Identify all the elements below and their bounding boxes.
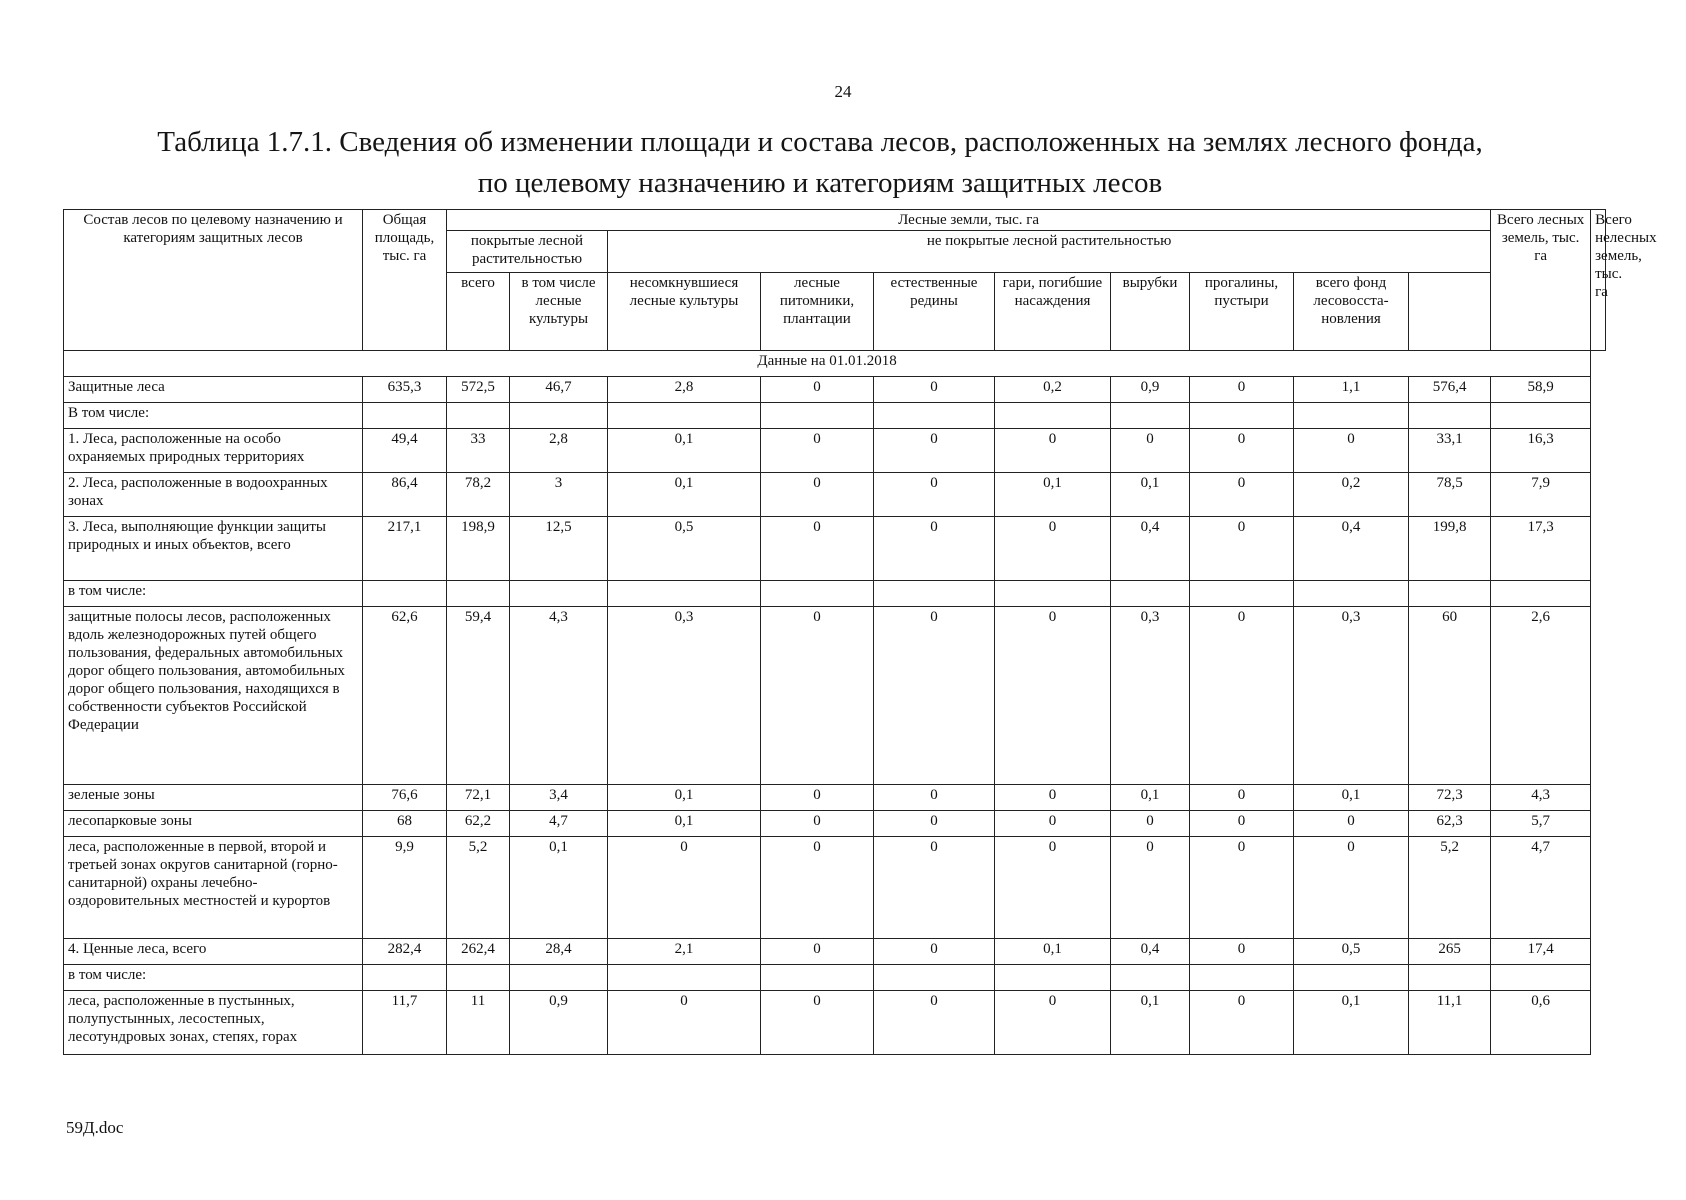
cell-value: 0,4 — [1294, 517, 1409, 581]
table-row — [64, 837, 1606, 939]
cell-value: 0 — [874, 429, 995, 473]
cell-value: 0,4 — [1111, 517, 1190, 581]
cell-value: 0 — [1190, 517, 1294, 581]
table-row — [64, 939, 1606, 965]
table-row — [64, 785, 1606, 811]
cell-value: 62,6 — [363, 607, 447, 785]
cell-value: 0 — [761, 377, 874, 403]
cell-value: 0,4 — [1111, 939, 1190, 965]
cell-value: 0 — [761, 991, 874, 1055]
cell-value — [1111, 581, 1190, 607]
cell-value: 0 — [995, 837, 1111, 939]
cell-value: 0 — [995, 607, 1111, 785]
cell-value: 1,1 — [1294, 377, 1409, 403]
cell-value: 0 — [1190, 837, 1294, 939]
cell-value: 0,3 — [1111, 607, 1190, 785]
cell-value: 0 — [761, 939, 874, 965]
cell-value: 60 — [1409, 607, 1491, 785]
cell-value: 0 — [761, 473, 874, 517]
cell-value: 635,3 — [363, 377, 447, 403]
cell-value: 0,2 — [1294, 473, 1409, 517]
cell-value: 0 — [874, 473, 995, 517]
cell-value — [1190, 403, 1294, 429]
cell-value: 0,5 — [1294, 939, 1409, 965]
cell-value: 4,3 — [510, 607, 608, 785]
cell-value: 282,4 — [363, 939, 447, 965]
cell-value: 0 — [1111, 811, 1190, 837]
cell-value: 0,6 — [1491, 991, 1591, 1055]
cell-value: 0 — [761, 429, 874, 473]
cell-value: 72,3 — [1409, 785, 1491, 811]
header-unclosed-cultures: несомкнувшиеся лесные культуры — [608, 273, 761, 351]
cell-value — [608, 581, 761, 607]
cell-value: 0 — [1190, 429, 1294, 473]
cell-value: 72,1 — [447, 785, 510, 811]
cell-value: 0 — [1190, 377, 1294, 403]
cell-value: 0 — [874, 837, 995, 939]
cell-value: 11 — [447, 991, 510, 1055]
cell-value — [761, 581, 874, 607]
cell-value: 17,4 — [1491, 939, 1591, 965]
cell-value: 0,1 — [608, 811, 761, 837]
header-total-nonforest: Всего нелесных земель, тыс. га — [1591, 210, 1606, 351]
cell-value: 49,4 — [363, 429, 447, 473]
header-glades: прогалины, пустыри — [1190, 273, 1294, 351]
cell-value: 17,3 — [1491, 517, 1591, 581]
cell-value: 0 — [761, 811, 874, 837]
cell-value: 33 — [447, 429, 510, 473]
header-composition: Состав лесов по целевому назначению и категориям защитных лесов — [64, 210, 363, 351]
cell-value: 2,6 — [1491, 607, 1591, 785]
cell-value — [1111, 403, 1190, 429]
table-row — [64, 581, 1606, 607]
header-covered: покрытые лесной растительностью — [447, 231, 608, 273]
row-label: лесопарковые зоны — [64, 811, 363, 837]
cell-value: 198,9 — [447, 517, 510, 581]
cell-value: 58,9 — [1491, 377, 1591, 403]
table-row — [64, 429, 1606, 473]
table-body — [64, 351, 1606, 1055]
cell-value: 0 — [1294, 811, 1409, 837]
cell-value: 0,5 — [608, 517, 761, 581]
row-label: Защитные леса — [64, 377, 363, 403]
cell-value — [761, 403, 874, 429]
file-name: 59Д.doc — [66, 1118, 124, 1137]
cell-value: 2,8 — [510, 429, 608, 473]
cell-value — [608, 403, 761, 429]
cell-value: 76,6 — [363, 785, 447, 811]
title-line-2: по целевому назначению и категориям защитных лесов — [477, 167, 1163, 199]
cell-value: 0,2 — [995, 377, 1111, 403]
row-label: в том числе: — [64, 581, 363, 607]
table-row — [64, 991, 1606, 1055]
cell-value — [995, 403, 1111, 429]
cell-value — [608, 965, 761, 991]
cell-value — [1491, 965, 1591, 991]
cell-value: 3 — [510, 473, 608, 517]
cell-value: 4,7 — [510, 811, 608, 837]
cell-value — [1409, 403, 1491, 429]
cell-value: 7,9 — [1491, 473, 1591, 517]
table-row — [64, 403, 1606, 429]
table-title — [60, 122, 1580, 204]
cell-value: 68 — [363, 811, 447, 837]
cell-value: 0 — [1111, 837, 1190, 939]
cell-value — [510, 581, 608, 607]
cell-value: 4,7 — [1491, 837, 1591, 939]
cell-value: 0,1 — [510, 837, 608, 939]
cell-value: 0 — [1190, 991, 1294, 1055]
cell-value: 217,1 — [363, 517, 447, 581]
cell-value: 62,3 — [1409, 811, 1491, 837]
cell-value — [510, 965, 608, 991]
cell-value: 9,9 — [363, 837, 447, 939]
cell-value: 0,1 — [1111, 991, 1190, 1055]
cell-value: 86,4 — [363, 473, 447, 517]
header-nurseries: лесные питомники, плантации — [761, 273, 874, 351]
cell-value: 11,1 — [1409, 991, 1491, 1055]
cell-value: 199,8 — [1409, 517, 1491, 581]
cell-value: 62,2 — [447, 811, 510, 837]
title-line-1: Таблица 1.7.1. Сведения об изменении площади и состава лесов, расположенных на землях лесного фонда, — [157, 126, 1483, 158]
cell-value: 0,1 — [1294, 991, 1409, 1055]
cell-value: 0 — [761, 607, 874, 785]
table-row — [64, 811, 1606, 837]
cell-value: 0 — [1190, 939, 1294, 965]
header-total-area: Общая площадь, тыс. га — [363, 210, 447, 351]
row-label: леса, расположенные в первой, второй и третьей зонах округов санитарной (горно-санитарной) охраны лечебно-оздоровительных местностей и курортов — [64, 837, 363, 939]
header-covered-total: всего — [447, 273, 510, 351]
cell-value: 0,1 — [995, 473, 1111, 517]
cell-value — [510, 403, 608, 429]
header-clearings: вырубки — [1111, 273, 1190, 351]
cell-value — [1294, 403, 1409, 429]
row-label: 1. Леса, расположенные на особо охраняемых природных территориях — [64, 429, 363, 473]
cell-value: 5,2 — [447, 837, 510, 939]
cell-value: 0 — [761, 785, 874, 811]
cell-value — [874, 965, 995, 991]
row-label: в том числе: — [64, 965, 363, 991]
header-reforestation-fund: всего фонд лесовосста-новления — [1294, 273, 1409, 351]
table-row — [64, 377, 1606, 403]
cell-value: 78,2 — [447, 473, 510, 517]
header-not-covered: не покрытые лесной растительностью — [608, 231, 1491, 273]
cell-value: 0,1 — [1294, 785, 1409, 811]
cell-value: 0,3 — [1294, 607, 1409, 785]
cell-value: 0 — [1190, 473, 1294, 517]
cell-value: 0 — [995, 517, 1111, 581]
cell-value: 0 — [995, 811, 1111, 837]
cell-value — [874, 581, 995, 607]
cell-value: 0 — [1190, 785, 1294, 811]
cell-value: 4,3 — [1491, 785, 1591, 811]
cell-value: 0 — [761, 517, 874, 581]
cell-value — [1190, 965, 1294, 991]
cell-value: 0 — [1190, 607, 1294, 785]
cell-value: 0 — [761, 837, 874, 939]
cell-value: 0,1 — [1111, 473, 1190, 517]
row-label: В том числе: — [64, 403, 363, 429]
row-label: 3. Леса, выполняющие функции защиты природных и иных объектов, всего — [64, 517, 363, 581]
cell-value: 0 — [874, 517, 995, 581]
cell-value — [761, 965, 874, 991]
table-header — [64, 210, 1657, 351]
row-label: 2. Леса, расположенные в водоохранных зонах — [64, 473, 363, 517]
table-row — [64, 517, 1606, 581]
cell-value: 11,7 — [363, 991, 447, 1055]
cell-value — [1409, 965, 1491, 991]
cell-value — [447, 581, 510, 607]
cell-value: 33,1 — [1409, 429, 1491, 473]
cell-value — [1491, 403, 1591, 429]
header-covered-cultures: в том числе лесные культуры — [510, 273, 608, 351]
cell-value: 0,1 — [608, 429, 761, 473]
cell-value: 0 — [1111, 429, 1190, 473]
cell-value — [1294, 581, 1409, 607]
cell-value: 0,1 — [995, 939, 1111, 965]
cell-value: 28,4 — [510, 939, 608, 965]
cell-value: 0 — [1294, 429, 1409, 473]
header-total-forest: Всего лесных земель, тыс. га — [1491, 210, 1591, 351]
forest-table — [63, 209, 1657, 1055]
table-row — [64, 473, 1606, 517]
cell-value: 0 — [995, 991, 1111, 1055]
cell-value — [363, 965, 447, 991]
cell-value: 3,4 — [510, 785, 608, 811]
cell-value — [1409, 581, 1491, 607]
cell-value: 576,4 — [1409, 377, 1491, 403]
cell-value: 0,9 — [1111, 377, 1190, 403]
cell-value: 0 — [608, 837, 761, 939]
cell-value: 0 — [608, 991, 761, 1055]
row-label: 4. Ценные леса, всего — [64, 939, 363, 965]
cell-value: 0 — [995, 429, 1111, 473]
cell-value: 0,3 — [608, 607, 761, 785]
cell-value — [447, 965, 510, 991]
cell-value: 16,3 — [1491, 429, 1591, 473]
cell-value: 0 — [874, 811, 995, 837]
cell-value: 0,1 — [608, 473, 761, 517]
cell-value — [874, 403, 995, 429]
cell-value: 0 — [1190, 811, 1294, 837]
section-row — [64, 351, 1606, 377]
cell-value — [363, 581, 447, 607]
cell-value: 0,1 — [608, 785, 761, 811]
cell-value: 2,8 — [608, 377, 761, 403]
cell-value: 0,1 — [1111, 785, 1190, 811]
cell-value: 0 — [874, 939, 995, 965]
table-row — [64, 965, 1606, 991]
cell-value — [1111, 965, 1190, 991]
cell-value — [447, 403, 510, 429]
row-label: леса, расположенные в пустынных, полупустынных, лесостепных, лесотундровых зонах, степях, горах — [64, 991, 363, 1055]
cell-value: 0 — [995, 785, 1111, 811]
header-sparse: естественные редины — [874, 273, 995, 351]
cell-value — [995, 965, 1111, 991]
cell-value: 265 — [1409, 939, 1491, 965]
header-burnt: гари, погибшие насаждения — [995, 273, 1111, 351]
cell-value: 59,4 — [447, 607, 510, 785]
section-label: Данные на 01.01.2018 — [64, 351, 1591, 377]
row-label: зеленые зоны — [64, 785, 363, 811]
cell-value — [363, 403, 447, 429]
cell-value — [1190, 581, 1294, 607]
cell-value: 0 — [1294, 837, 1409, 939]
cell-value: 572,5 — [447, 377, 510, 403]
cell-value: 46,7 — [510, 377, 608, 403]
cell-value: 0 — [874, 785, 995, 811]
cell-value: 262,4 — [447, 939, 510, 965]
cell-value — [1491, 581, 1591, 607]
cell-value: 0 — [874, 377, 995, 403]
cell-value: 12,5 — [510, 517, 608, 581]
cell-value: 0 — [874, 991, 995, 1055]
cell-value: 0,9 — [510, 991, 608, 1055]
cell-value: 5,7 — [1491, 811, 1591, 837]
cell-value — [995, 581, 1111, 607]
header-forest-lands: Лесные земли, тыс. га — [447, 210, 1491, 231]
cell-value — [1294, 965, 1409, 991]
row-label: защитные полосы лесов, расположенных вдоль железнодорожных путей общего пользования, федеральных автомобильных дорог общего пользования, автомобильных дорог общего пользования, находящихся в собственности субъектов Российской Федерации — [64, 607, 363, 785]
cell-value: 5,2 — [1409, 837, 1491, 939]
page-number: 24 — [834, 82, 852, 101]
cell-value: 2,1 — [608, 939, 761, 965]
cell-value: 78,5 — [1409, 473, 1491, 517]
cell-value: 0 — [874, 607, 995, 785]
table-row — [64, 607, 1606, 785]
